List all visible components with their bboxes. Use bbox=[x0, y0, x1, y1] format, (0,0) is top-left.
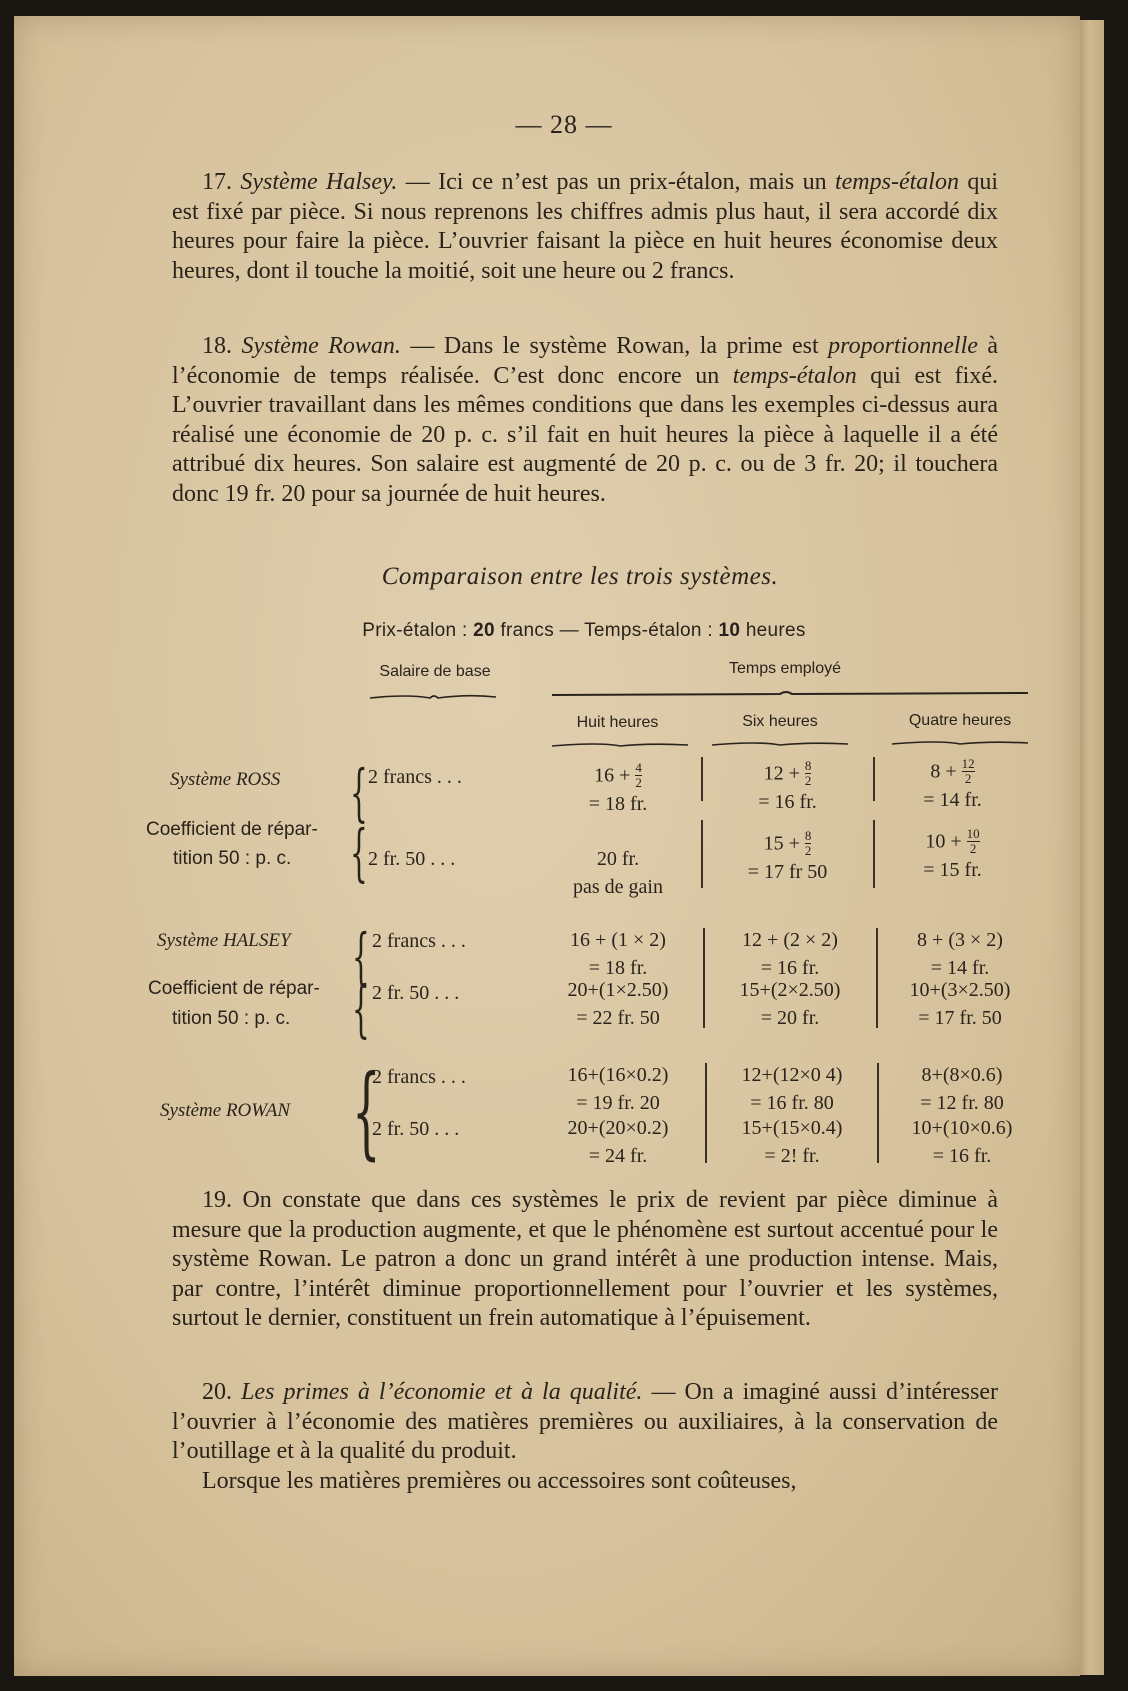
paragraph-18: 18. Système Rowan. — Dans le système Rowan, la prime est proportionnelle à l’économie de temps réalisée. C’est donc encore un temps-étalon qui est fixé. L’ouvrier travaillant dans les mêmes conditions que dans les exemples ci-dessus aura réalisé une économie de 20 p. c. s’il fait en huit heures la pièce à laquelle il a été attribué dix heures. Son salaire est augmenté de 20 p. c. ou de 3 fr. 20; il touchera donc 19 fr. 20 pour sa journée de huit heures. bbox=[172, 333, 999, 507]
section-title: Les primes à l’économie et à la qualité. bbox=[241, 1379, 643, 1405]
table-cell: 8 + $\frac{12}{2}$ = 14 fr. bbox=[923, 755, 982, 811]
formula-text: 10+(3×2.50) bbox=[909, 979, 1011, 1001]
base-salary: 2 fr. 50 . . . bbox=[368, 848, 456, 870]
formula-text: 8+(8×0.6) bbox=[921, 1064, 1003, 1086]
formula-text: 12 + (2 × 2) bbox=[742, 929, 838, 951]
result-text: = 14 fr. bbox=[930, 957, 990, 979]
table-cell: 10 + $\frac{10}{2}$ = 15 fr. bbox=[923, 825, 982, 881]
paragraph-20: 20. Les primes à l’économie et à la qualité. — On a imaginé aussi d’intéresser l’ouvrier à l’économie des matières premières ou auxiliaires, à la conservation de l’outillage et à la qualité du produit. Lorsque les matières premières ou accessoires sont coûteuses, bbox=[172, 1378, 998, 1496]
last-line: Lorsque les matières premières ou accessoires sont coûteuses, bbox=[202, 1467, 797, 1494]
table-cell bbox=[538, 1114, 698, 1170]
table-cell bbox=[712, 1114, 872, 1170]
scan-border bbox=[1104, 0, 1128, 1691]
result-text: = 16 fr. bbox=[760, 957, 820, 979]
brace-glyph: { bbox=[350, 816, 368, 889]
col-header-six: Six heures bbox=[742, 713, 818, 730]
section-title: Système Rowan. bbox=[241, 333, 401, 359]
column-separator bbox=[703, 928, 705, 1028]
page-number: — 28 — bbox=[515, 110, 613, 139]
table-cell: 20 fr. pas de gain bbox=[573, 848, 663, 898]
result-text: = 24 fr. bbox=[588, 1145, 648, 1167]
comparison-title: Comparaison entre les trois systèmes. bbox=[381, 563, 779, 590]
ornament-rule bbox=[550, 689, 1030, 699]
salaire-header: Salaire de base bbox=[379, 663, 491, 680]
coefficient-label: tition 50 : p. c. bbox=[173, 848, 292, 869]
table-cell: 15 + $\frac{8}{2}$ = 17 fr 50 bbox=[747, 827, 828, 883]
column-separator bbox=[705, 1063, 707, 1163]
formula-text: 15+(15×0.4) bbox=[741, 1117, 843, 1139]
table-cell bbox=[710, 926, 870, 982]
table-cell bbox=[538, 976, 698, 1032]
temps-header: Temps employé bbox=[728, 660, 842, 677]
table-cell: 16 + $\frac{4}{2}$ = 18 fr. bbox=[588, 759, 648, 815]
formula-text: 16 + (1 × 2) bbox=[570, 929, 666, 951]
result-text: = 20 fr. bbox=[760, 1007, 820, 1029]
formula-text: 15+(2×2.50) bbox=[739, 979, 841, 1001]
base-salary: 2 francs . . . bbox=[372, 930, 466, 952]
column-separator bbox=[873, 757, 875, 801]
result-text: = 16 fr. bbox=[932, 1145, 992, 1167]
formula-text: 16+(16×0.2) bbox=[567, 1064, 669, 1086]
paragraph-19: 19. On constate que dans ces systèmes le prix de revient par pièce diminue à mesure que la production augmente, et que le phénomène est surtout accentué pour le système Rowan. Le patron a donc un grand intérêt à une production intense. Mais, par contre, l’intérêt diminue proportionnellement pour l’ouvrier et les systèmes, surtout le dernier, constituent un frein automatique à l’épuisement. bbox=[172, 1187, 998, 1331]
table-cell bbox=[882, 1114, 1042, 1170]
table-cell bbox=[882, 1061, 1042, 1117]
column-separator bbox=[701, 757, 703, 801]
coefficient-label: Coefficient de répar- bbox=[148, 978, 320, 999]
system-rowan-label: Système ROWAN bbox=[160, 1100, 291, 1121]
brace-glyph: { bbox=[352, 972, 370, 1045]
book-spine bbox=[1080, 20, 1104, 1675]
system-ross-label: Système ROSS bbox=[170, 769, 281, 790]
formula-text: 20+(1×2.50) bbox=[567, 979, 669, 1001]
table-cell bbox=[710, 976, 870, 1032]
coefficient-label: Coefficient de répar- bbox=[146, 819, 318, 840]
brace-glyph: { bbox=[350, 756, 368, 829]
ornament-rule bbox=[710, 739, 850, 749]
result-text: = 2! fr. bbox=[764, 1145, 820, 1167]
column-separator bbox=[873, 820, 875, 888]
system-halsey-label: Système HALSEY bbox=[157, 930, 291, 951]
paragraph-17: 17. Système Halsey. — Ici ce n’est pas un prix-étalon, mais un temps-étalon qui est fixé par pièce. Si nous reprenons les chiffres admis plus haut, il sera accordé dix heures pour faire la pièce. L’ouvrier faisant la pièce en huit heures économise deux heures, dont il touche la moitié, soit une heure ou 2 francs. bbox=[172, 169, 999, 284]
base-salary: 2 fr. 50 . . . bbox=[372, 1118, 460, 1140]
section-title: Système Halsey. bbox=[240, 169, 398, 195]
base-salary: 2 francs . . . bbox=[368, 766, 462, 788]
formula-text: 8 + (3 × 2) bbox=[917, 929, 1003, 951]
brace-glyph: { bbox=[352, 1053, 381, 1170]
column-separator bbox=[877, 1063, 879, 1163]
comparison-subtitle: Prix-étalon : 20 francs — Temps-étalon : 10 heures bbox=[362, 620, 806, 641]
table-cell bbox=[712, 1061, 872, 1117]
result-text: = 19 fr. 20 bbox=[576, 1092, 660, 1114]
table-cell bbox=[880, 976, 1040, 1032]
column-separator bbox=[876, 928, 878, 1028]
brace-glyph: { bbox=[352, 920, 370, 993]
ornament-rule bbox=[890, 738, 1030, 748]
col-header-huit: Huit heures bbox=[576, 714, 659, 731]
result-text: = 17 fr. 50 bbox=[918, 1007, 1002, 1029]
formula-text: 20+(20×0.2) bbox=[567, 1117, 669, 1139]
formula-text: 10+(10×0.6) bbox=[911, 1117, 1013, 1139]
result-text: = 12 fr. 80 bbox=[920, 1092, 1004, 1114]
table-cell bbox=[538, 926, 698, 982]
result-text: = 16 fr. 80 bbox=[750, 1092, 834, 1114]
ornament-rule bbox=[550, 740, 690, 750]
result-text: = 18 fr. bbox=[588, 957, 648, 979]
table-cell bbox=[538, 1061, 698, 1117]
coefficient-label: tition 50 : p. c. bbox=[172, 1008, 291, 1029]
col-header-quatre: Quatre heures bbox=[908, 712, 1012, 729]
table-cell bbox=[880, 926, 1040, 982]
table-cell: 12 + $\frac{8}{2}$ = 16 fr. bbox=[758, 757, 817, 813]
base-salary: 2 fr. 50 . . . bbox=[372, 982, 460, 1004]
result-text: = 22 fr. 50 bbox=[576, 1007, 660, 1029]
formula-text: 12+(12×0 4) bbox=[741, 1064, 843, 1086]
ornament-rule bbox=[368, 692, 498, 702]
base-salary: 2 francs . . . bbox=[372, 1066, 466, 1088]
column-separator bbox=[701, 820, 703, 888]
